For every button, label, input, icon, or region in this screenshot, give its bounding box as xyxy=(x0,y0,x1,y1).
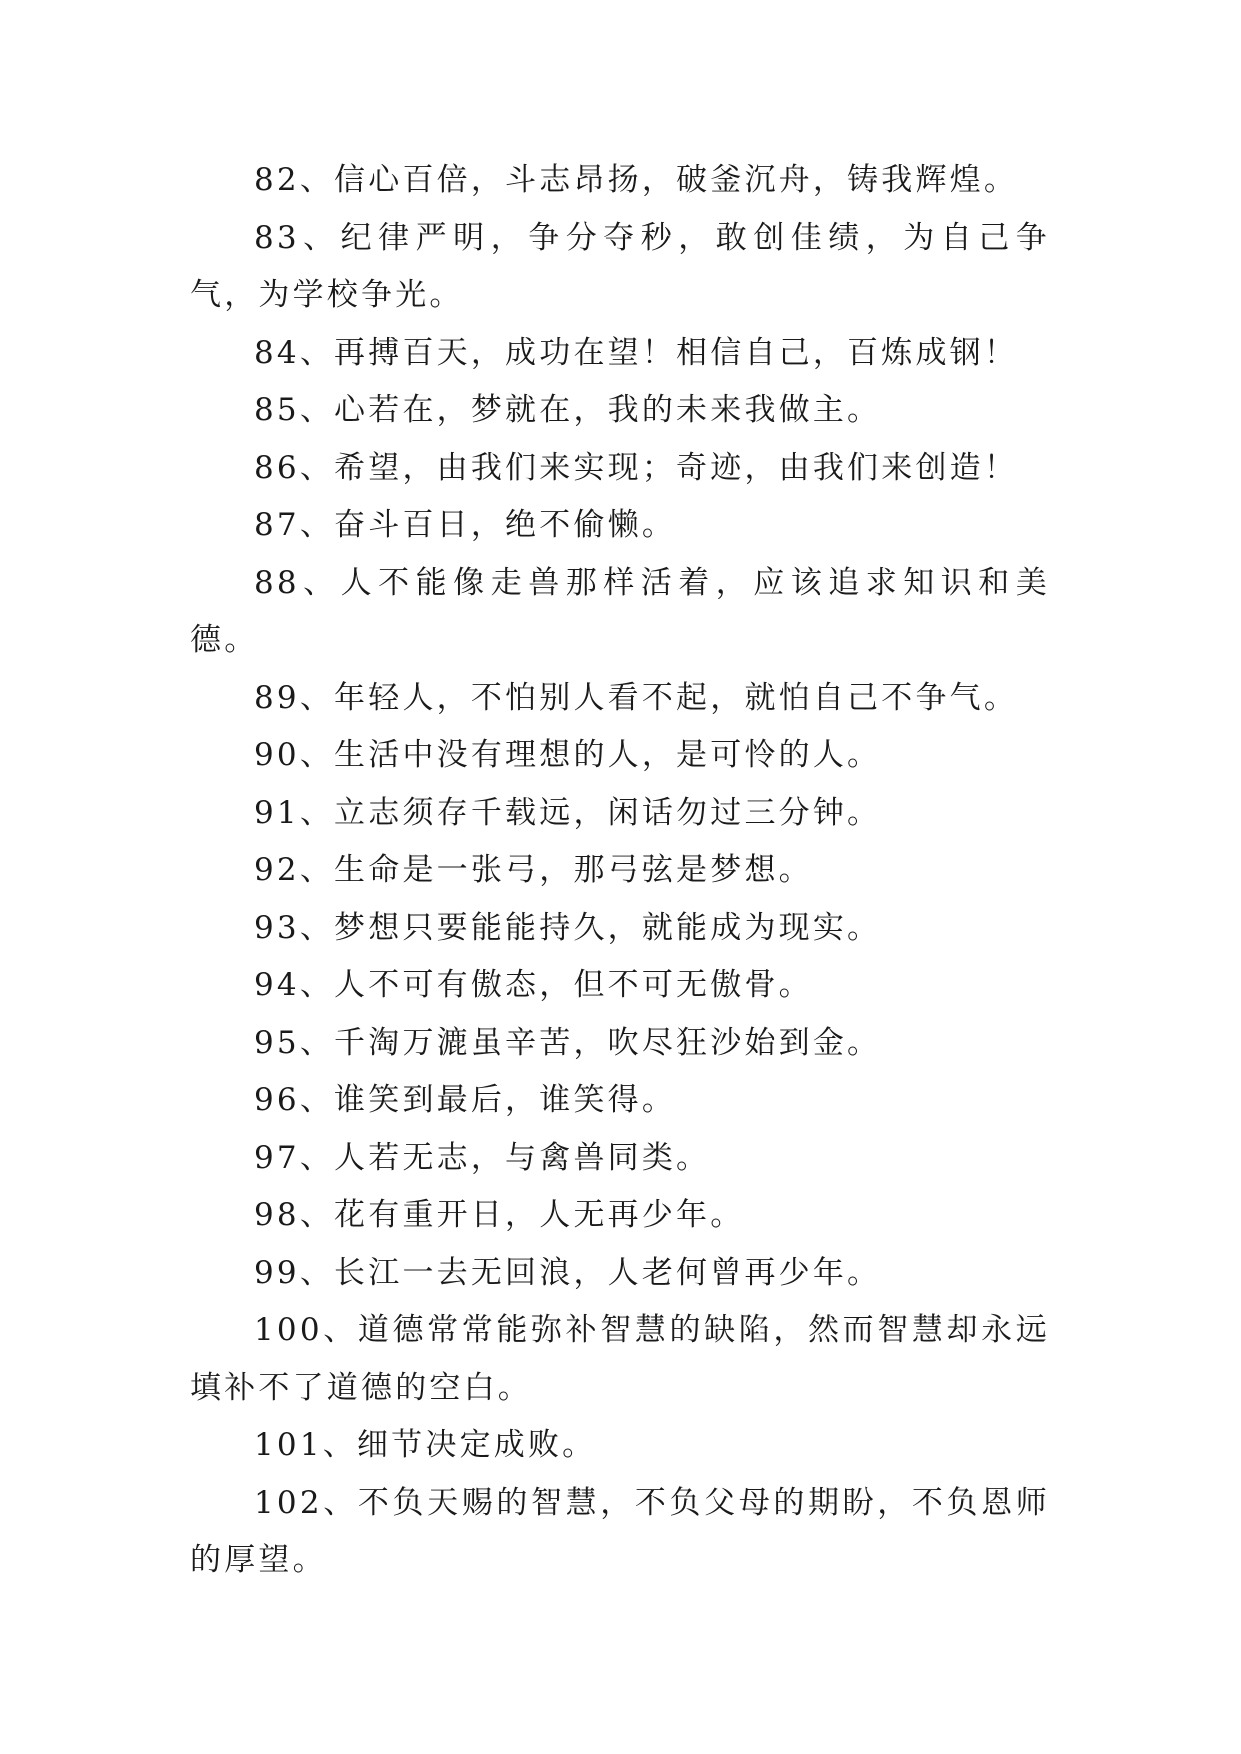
paragraph-102: 102、不负天赐的智慧，不负父母的期盼，不负恩师的厚望。 xyxy=(190,1484,1050,1578)
paragraph-100: 100、道德常常能弥补智慧的缺陷，然而智慧却永远填补不了道德的空白。 xyxy=(190,1312,1050,1406)
paragraph-88: 88、人不能像走兽那样活着，应该追求知识和美德。 xyxy=(190,564,1050,658)
paragraph-91: 91、立志须存千载远，闲话勿过三分钟。 xyxy=(254,794,882,831)
paragraph-87: 87、奋斗百日，绝不偷懒。 xyxy=(254,507,677,543)
paragraph-92: 92、生命是一张弓，那弓弦是梦想。 xyxy=(254,852,813,888)
paragraph-99: 99、长江一去无回浪，人老何曾再少年。 xyxy=(254,1254,882,1291)
paragraph-98: 98、花有重开日，人无再少年。 xyxy=(254,1197,745,1233)
paragraph-93: 93、梦想只要能能持久，就能成为现实。 xyxy=(254,909,882,946)
paragraph-84: 84、再搏百天，成功在望！相信自己，百炼成钢！ xyxy=(254,334,1019,371)
paragraph-96: 96、谁笑到最后，谁笑得。 xyxy=(254,1082,677,1118)
paragraph-95: 95、千淘万漉虽辛苦，吹尽狂沙始到金。 xyxy=(254,1024,882,1061)
paragraph-89: 89、年轻人，不怕别人看不起，就怕自己不争气。 xyxy=(254,679,1019,716)
paragraph-83: 83、纪律严明，争分夺秒，敢创佳绩，为自己争气，为学校争光。 xyxy=(190,219,1050,313)
paragraph-97: 97、人若无志，与禽兽同类。 xyxy=(254,1139,711,1176)
paragraph-82: 82、信心百倍，斗志昂扬，破釜沉舟，铸我辉煌。 xyxy=(254,162,1019,198)
paragraph-86: 86、希望，由我们来实现；奇迹，由我们来创造！ xyxy=(254,449,1019,486)
paragraph-94: 94、人不可有傲态，但不可无傲骨。 xyxy=(254,967,813,1003)
document-page xyxy=(190,152,1050,1590)
paragraph-85: 85、心若在，梦就在，我的未来我做主。 xyxy=(254,392,882,428)
paragraph-90: 90、生活中没有理想的人，是可怜的人。 xyxy=(254,737,882,773)
paragraph-101: 101、细节决定成败。 xyxy=(254,1427,597,1463)
